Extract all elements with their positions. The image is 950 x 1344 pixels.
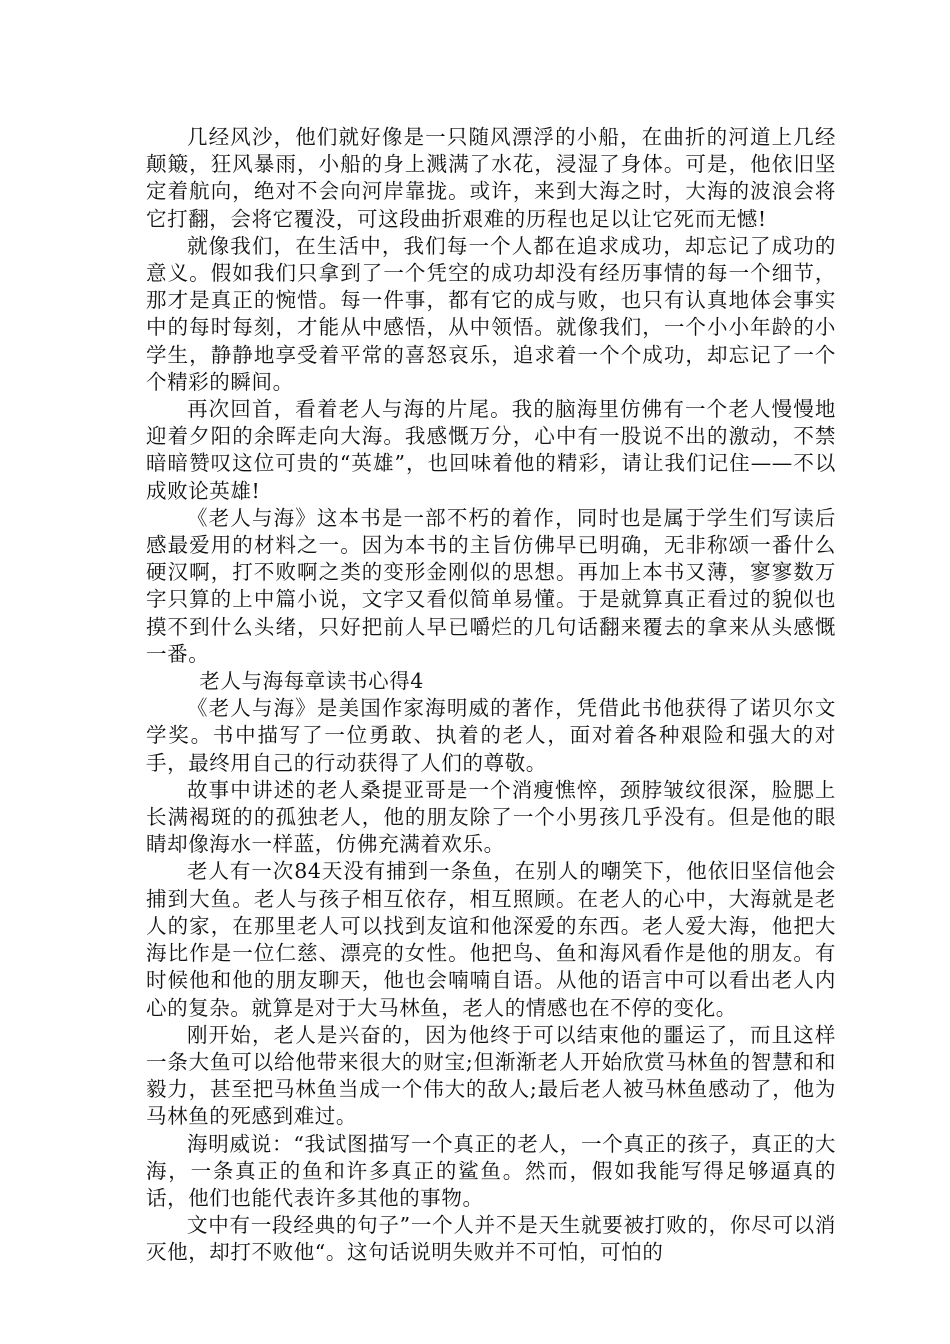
section-heading: 老人与海每章读书心得4	[199, 669, 424, 694]
paragraph: 刚开始，老人是兴奋的，因为他终于可以结束他的噩运了，而且这样一条大鱼可以给他带来很大的财宝;但渐渐老人开始欣赏马林鱼的智慧和和毅力，甚至把马林鱼当成一个伟大的敌人;最后老人被马林鱼感动了，他为马林鱼的死感到难过。	[146, 1022, 836, 1129]
paragraph: 几经风沙，他们就好像是一只随风漂浮的小船，在曲折的河道上几经颠簸，狂风暴雨，小船的身上溅满了水花，浸湿了身体。可是，他依旧坚定着航向，绝对不会向河岸靠拢。或许，来到大海之时，大海的波浪会将它打翻，会将它覆没，可这段曲折艰难的历程也足以让它死而无憾!	[146, 125, 836, 231]
paragraph: 就像我们，在生活中，我们每一个人都在追求成功，却忘记了成功的意义。假如我们只拿到了一个凭空的成功却没有经历事情的每一个细节，那才是真正的惋惜。每一件事，都有它的成与败，也只有认真地体会事实中的每时每刻，才能从中感悟，从中领悟。就像我们，一个小小年龄的小学生，静静地享受着平常的喜怒哀乐，追求着一个个成功，却忘记了一个个精彩的瞬间。	[146, 233, 836, 394]
paragraph: 《老人与海》这本书是一部不朽的着作，同时也是属于学生们写读后感最爱用的材料之一。因为本书的主旨仿佛早已明确，无非称颂一番什么硬汉啊，打不败啊之类的变形金刚似的思想。再加上本书又薄，寥寥数万字只算的上中篇小说，文字又看似简单易懂。于是就算真正看过的貌似也摸不到什么头绪，只好把前人早已嚼烂的几句话翻来覆去的拿来从头感慨一番。	[146, 505, 836, 666]
paragraph: 老人有一次84天没有捕到一条鱼，在别人的嘲笑下，他依旧坚信他会捕到大鱼。老人与孩子相互依存，相互照顾。在老人的心中，大海就是老人的家，在那里老人可以找到友谊和他深爱的东西。老人爱大海，他把大海比作是一位仁慈、漂亮的女性。他把鸟、鱼和海风看作是他的朋友。有时候他和他的朋友聊天，他也会喃喃自语。从他的语言中可以看出老人内心的复杂。就算是对于大马林鱼，老人的情感也在不停的变化。	[146, 859, 836, 1020]
paragraph: 海明威说：“我试图描写一个真正的老人，一个真正的孩子，真正的大海，一条真正的鱼和许多真正的鲨鱼。然而，假如我能写得足够逼真的话，他们也能代表许多其他的事物。	[146, 1131, 836, 1210]
paragraph: 文中有一段经典的句子”一个人并不是天生就要被打败的，你尽可以消灭他，却打不败他“。这句话说明失败并不可怕，可怕的	[146, 1213, 836, 1265]
paragraph: 再次回首，看着老人与海的片尾。我的脑海里仿佛有一个老人慢慢地迎着夕阳的余晖走向大海。我感慨万分，心中有一股说不出的激动，不禁暗暗赞叹这位可贵的“英雄”，也回味着他的精彩，请让我们记住——不以成败论英雄!	[146, 397, 836, 503]
document-body	[146, 124, 836, 1267]
paragraph: 《老人与海》是美国作家海明威的著作，凭借此书他获得了诺贝尔文学奖。书中描写了一位勇敢、执着的老人，面对着各种艰险和强大的对手，最终用自己的行动获得了人们的尊敬。	[146, 696, 836, 775]
paragraph: 故事中讲述的老人桑提亚哥是一个消瘦憔悴，颈脖皱纹很深，脸腮上长满褐斑的的孤独老人，他的朋友除了一个小男孩几乎没有。但是他的眼睛却像海水一样蓝，仿佛充满着欢乐。	[146, 777, 836, 857]
